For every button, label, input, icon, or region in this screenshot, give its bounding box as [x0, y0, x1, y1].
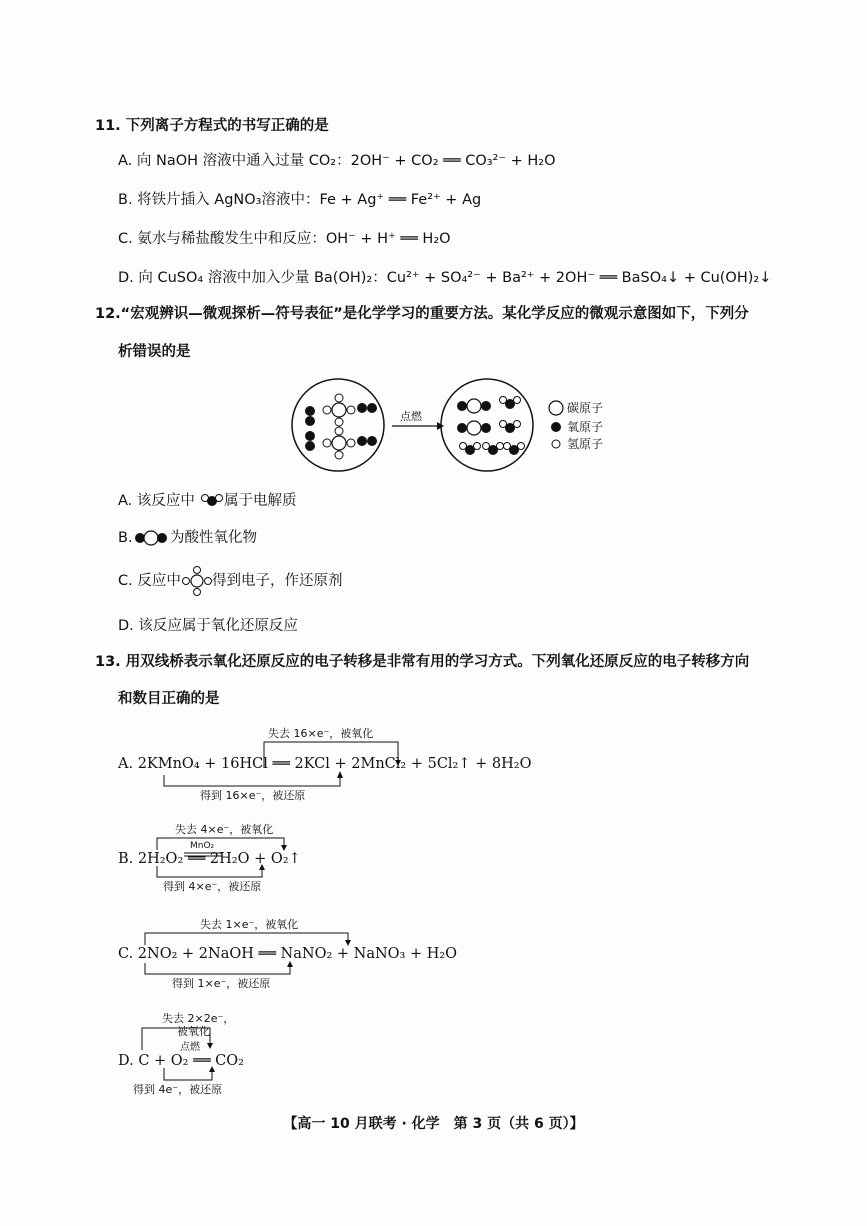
legend-hydrogen-marker	[552, 440, 560, 448]
q13-option-c: C. 2NO₂ + 2NaOH ══ NaNO₂ + NaNO₃ + H₂O	[118, 946, 458, 962]
q13-option-d: D. C + O₂ ══ CO₂	[118, 1053, 244, 1069]
legend-carbon: 碳原子	[567, 401, 604, 415]
q12-stem-line2: 析错误的是	[118, 344, 191, 360]
q12-option-c-prefix: C. 反应中	[118, 573, 181, 589]
q13-option-b: B. 2H₂O₂ ══ 2H₂O + O₂↑	[118, 851, 301, 867]
q11-stem: 11. 下列离子方程式的书写正确的是	[95, 118, 329, 134]
q13-d-condition: 点燃	[180, 1042, 200, 1053]
q13-stem-line2: 和数目正确的是	[118, 691, 220, 707]
q13-b-catalyst: MnO₂	[190, 841, 215, 851]
q12-option-c-suffix: 得到电子，作还原剂	[212, 573, 343, 589]
q13-d-lose-label-2: 被氧化	[177, 1025, 210, 1038]
q11-option-d: D. 向 CuSO₄ 溶液中加入少量 Ba(OH)₂：Cu²⁺ + SO₄²⁻ + Ba²⁺ + 2OH⁻ ══ BaSO₄↓ + Cu(OH)₂↓	[118, 270, 772, 286]
q12-option-a-prefix: A. 该反应中	[118, 493, 195, 509]
q11-option-b: B. 将铁片插入 AgNO₃溶液中：Fe + Ag⁺ ══ Fe²⁺ + Ag	[118, 192, 482, 208]
q13-option-a: A. 2KMnO₄ + 16HCl ══ 2KCl + 2MnCl₂ + 5Cl₂↑ + 8H₂O	[118, 756, 532, 772]
q13-c-lose-label: 失去 1×e⁻，被氧化	[200, 918, 299, 931]
q13-b-lose-label: 失去 4×e⁻，被氧化	[175, 823, 274, 836]
q13-c-gain-label: 得到 1×e⁻，被还原	[172, 977, 271, 990]
legend-carbon-marker	[549, 401, 563, 415]
legend-oxygen: 氧原子	[567, 420, 604, 434]
q12-option-d: D. 该反应属于氧化还原反应	[118, 618, 298, 634]
q12-option-b-prefix: B.	[118, 530, 133, 546]
q11-option-c: C. 氨水与稀盐酸发生中和反应：OH⁻ + H⁺ ══ H₂O	[118, 231, 451, 247]
q12-option-b-suffix: 为酸性氧化物	[170, 530, 257, 546]
q12-stem-line1: 12.“宏观辨识—微观探析—符号表征”是化学学习的重要方法。某化学反应的微观示意图如下，下列分	[95, 306, 749, 322]
page-footer: 【高一 10 月联考 · 化学 第 3 页（共 6 页）】	[283, 1116, 584, 1132]
q13-d-lose-label-1: 失去 2×2e⁻，	[162, 1012, 235, 1025]
q13-a-gain-label: 得到 16×e⁻，被还原	[200, 789, 306, 802]
legend-oxygen-marker	[551, 422, 561, 432]
q12-option-a-suffix: 属于电解质	[224, 493, 297, 509]
q13-b-gain-label: 得到 4×e⁻，被还原	[163, 880, 262, 893]
q11-option-a: A. 向 NaOH 溶液中通入过量 CO₂：2OH⁻ + CO₂ ══ CO₃²⁻ + H₂O	[118, 153, 556, 169]
q13-a-lose-label: 失去 16×e⁻，被氧化	[268, 727, 374, 740]
arrow-label: 点燃	[400, 410, 422, 423]
q13-stem-line1: 13. 用双线桥表示氧化还原反应的电子转移是非常有用的学习方式。下列氧化还原反应的电子转移方向	[95, 654, 750, 670]
q13-d-gain-label: 得到 4e⁻，被还原	[133, 1083, 223, 1096]
legend-hydrogen: 氢原子	[567, 437, 604, 451]
